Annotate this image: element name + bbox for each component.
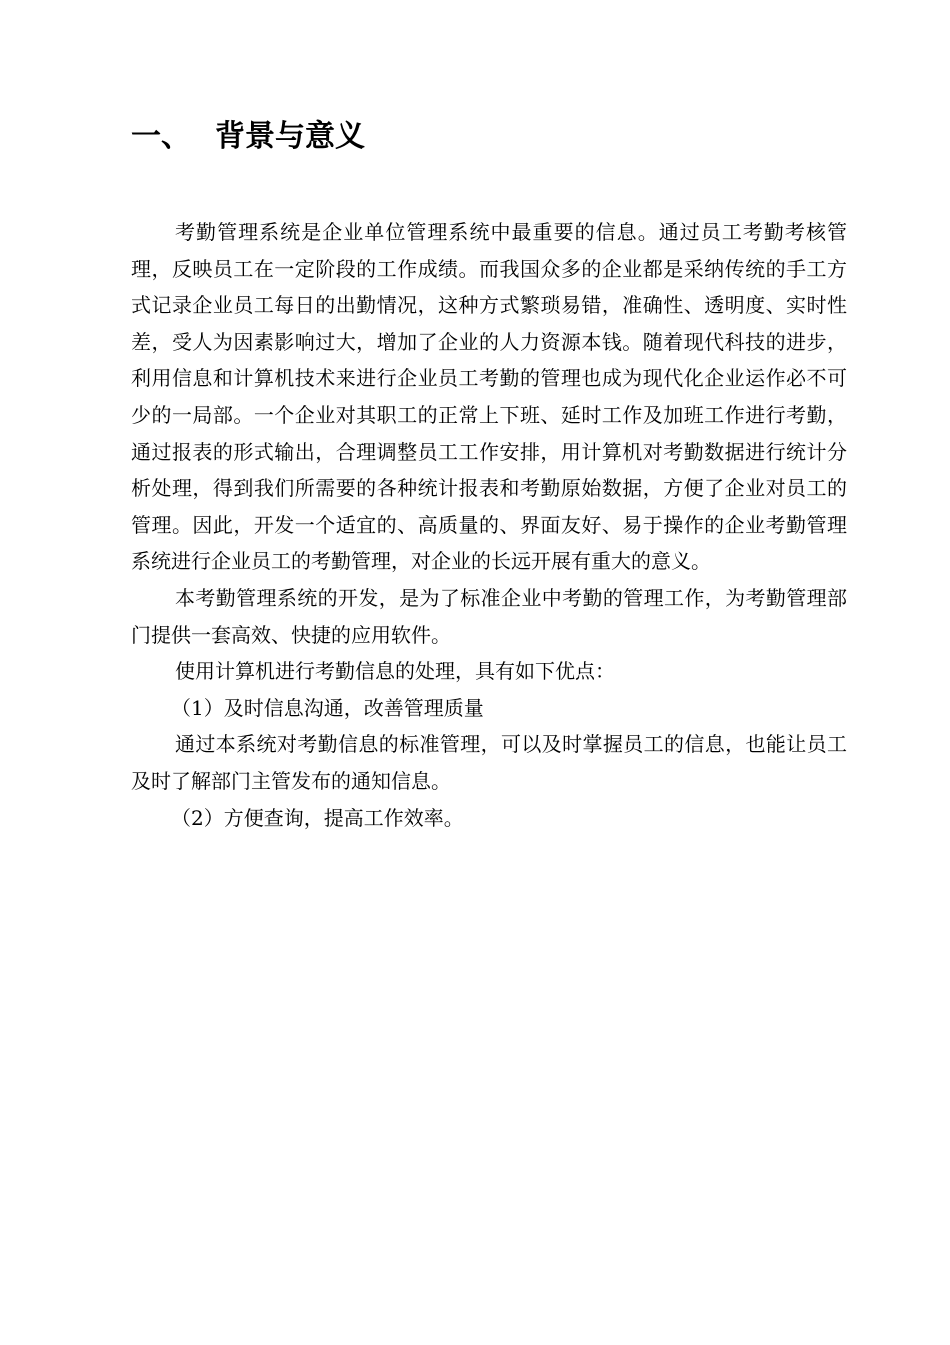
paragraph-list-item-1-detail: 通过本系统对考勤信息的标准管理，可以及时掌握员工的信息，也能让员工及时了解部门主管发布的通知信息。 xyxy=(131,732,847,793)
paragraph-background: 考勤管理系统是企业单位管理系统中最重要的信息。通过员工考勤考核管理，反映员工在一定阶段的工作成绩。而我国众多的企业都是采纳传统的手工方式记录企业员工每日的出勤情况，这种方式繁琐易错，准确性、透明度、实时性差，受人为因素影响过大，增加了企业的人力资源本钱。随着现代科技的进步，利用信息和计算机技术来进行企业员工考勤的管理也成为现代化企业运作必不可少的一局部。一个企业对其职工的正常上下班、延时工作及加班工作进行考勤，通过报表的形式输出，合理调整员工工作安排，用计算机对考勤数据进行统计分析处理，得到我们所需要的各种统计报表和考勤原始数据，方便了企业对员工的管理。因此，开发一个适宜的、高质量的、界面友好、易于操作的企业考勤管理系统进行企业员工的考勤管理，对企业的长远开展有重大的意义。 xyxy=(131,220,847,574)
paragraph-advantages-intro: 使用计算机进行考勤信息的处理，具有如下优点： xyxy=(175,659,615,684)
section-heading xyxy=(131,114,365,160)
list-item-1: （1）及时信息沟通，改善管理质量 xyxy=(171,695,484,720)
section-number: 一、 xyxy=(131,119,191,154)
section-title: 背景与意义 xyxy=(215,119,365,154)
paragraph-purpose: 本考勤管理系统的开发，是为了标准企业中考勤的管理工作，为考勤管理部门提供一套高效、快捷的应用软件。 xyxy=(131,585,847,647)
list-item-2: （2）方便查询，提高工作效率。 xyxy=(171,805,464,830)
document-body xyxy=(131,214,847,836)
